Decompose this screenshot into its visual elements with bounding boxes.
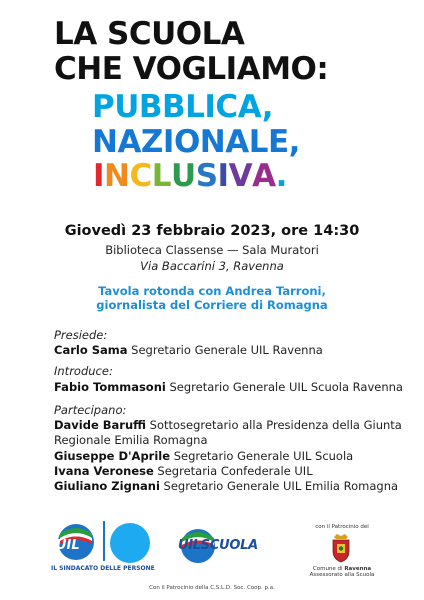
presiede-role: Segretario Generale UIL Ravenna <box>127 343 323 357</box>
partecipano-label: Partecipano: <box>54 403 127 417</box>
introduce-role: Segretario Generale UIL Scuola Ravenna <box>165 380 403 394</box>
comune-city: Ravenna <box>344 566 372 572</box>
event-venue: Biblioteca Classense — Sala Muratori <box>105 243 319 257</box>
participant-role: Sottosegretario alla Presidenza della Giunta <box>146 418 402 432</box>
participant-name: Ivana Veronese <box>54 464 154 478</box>
uilscuola-logo-text: UILSCUOLA <box>178 538 258 553</box>
rainbow-letter: S <box>195 158 218 194</box>
title-line-2: CHE VOGLIAMO: <box>54 51 329 87</box>
participant <box>54 449 353 463</box>
rainbow-letter: I <box>93 158 105 194</box>
rainbow-letter: A <box>252 158 276 194</box>
event-address: Via Baccarini 3, Ravenna <box>140 259 284 273</box>
comune-text <box>300 566 384 578</box>
rainbow-letter: I <box>217 158 229 194</box>
uilscuola-logo <box>176 524 276 564</box>
crest-icon <box>329 533 353 563</box>
rainbow-letter: N <box>104 158 130 194</box>
comune-ravenna-crest <box>329 533 353 563</box>
uil-divider <box>103 521 105 561</box>
introduce-name: Fabio Tommasoni <box>54 380 166 394</box>
rainbow-letter: L <box>151 158 172 194</box>
rainbow-letter: V <box>228 158 253 194</box>
participant-name: Giuliano Zignani <box>54 479 160 493</box>
rainbow-letter: U <box>171 158 196 194</box>
presiede-person <box>54 343 323 357</box>
uil-logo-text: UIL <box>56 538 80 553</box>
participant-continued <box>54 433 208 447</box>
round-line-1: Tavola rotonda con Andrea Tarroni, <box>98 284 326 298</box>
title-line-5 <box>93 160 287 192</box>
title-line-3: PUBBLICA, <box>92 89 274 125</box>
event-date: Giovedì 23 febbraio 2023, ore 14:30 <box>64 223 360 239</box>
participant-role: Segretario Generale UIL Scuola <box>170 449 354 463</box>
round-line-2: giornalista del Corriere di Romagna <box>96 298 328 312</box>
introduce-person <box>54 380 403 394</box>
title-line-1: LA SCUOLA <box>54 16 245 52</box>
presiede-label: Presiede: <box>54 328 108 342</box>
footer-patrocinio: Con il Patrocinio della C.S.L.D. Soc. Coop. p.a. <box>149 585 275 591</box>
comune-prefix: Comune di <box>312 566 345 572</box>
uil-logo <box>52 520 100 560</box>
rainbow-letter: . <box>275 158 287 194</box>
round-table-info <box>0 284 424 312</box>
uil-blue-circle <box>110 523 150 563</box>
participant-name: Davide Baruffi <box>54 418 146 432</box>
participant-role: Segretario Generale UIL Emilia Romagna <box>159 479 399 493</box>
rainbow-letter: C <box>129 158 152 194</box>
participant-name: Giuseppe D'Aprile <box>54 449 171 463</box>
presiede-name: Carlo Sama <box>54 343 128 357</box>
comune-line-2: Assessorato alla Scuola <box>309 572 375 578</box>
participant-role: Segretaria Confederale UIL <box>153 464 313 478</box>
participant <box>54 479 398 493</box>
introduce-label: Introduce: <box>54 364 113 378</box>
participant-role: Regionale Emilia Romagna <box>54 433 208 447</box>
participant <box>54 464 313 478</box>
patrocinio-label: con il Patrocinio del <box>315 524 369 530</box>
title-line-4: NAZIONALE, <box>92 124 300 160</box>
participant <box>54 418 402 432</box>
uil-tagline: IL SINDACATO DELLE PERSONE <box>51 565 155 572</box>
